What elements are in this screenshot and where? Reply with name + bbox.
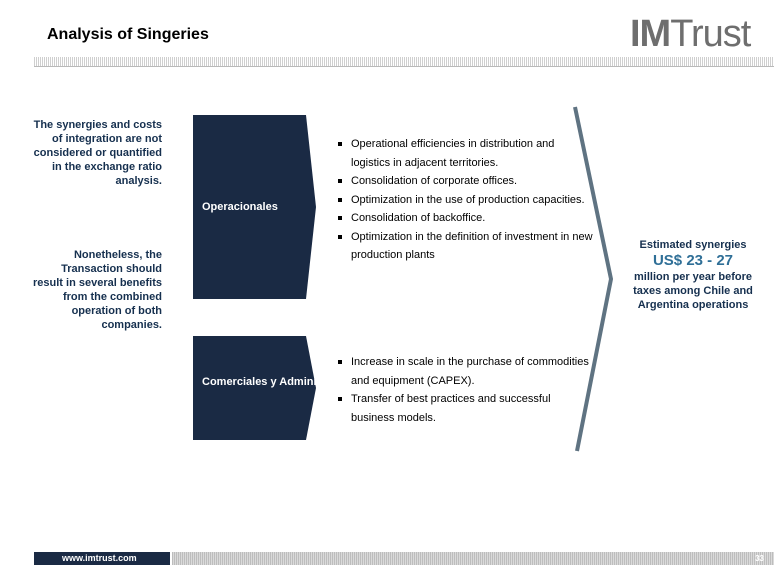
comerciales-bullet-list	[336, 353, 596, 427]
page-title: Analysis of Singeries	[47, 26, 209, 43]
list-item: Transfer of best practices and successful business models.	[336, 390, 596, 427]
footer	[34, 552, 774, 565]
footer-url: www.imtrust.com	[34, 552, 170, 565]
list-item: Increase in scale in the purchase of commodities and equipment (CAPEX).	[336, 353, 596, 390]
list-item: Optimization in the definition of investment in new production plants	[336, 228, 596, 265]
estimated-synergies-callout	[630, 238, 756, 312]
operacionales-label: Operacionales	[202, 201, 278, 213]
footer-bar	[172, 552, 774, 565]
title-divider-edge	[34, 66, 774, 67]
list-item: Operational efficiencies in distribution and logistics in adjacent territories.	[336, 135, 596, 172]
synergies-description: million per year before taxes among Chile and Argentina operations	[633, 271, 753, 311]
imtrust-logo	[630, 14, 760, 50]
chevron-bracket-icon	[565, 103, 625, 455]
page-number: 33	[755, 554, 764, 563]
list-item: Optimization in the use of production capacities.	[336, 191, 596, 210]
svg-text:IMTrust: IMTrust	[630, 14, 751, 50]
synergies-amount: US$ 23 - 27	[652, 252, 734, 269]
synergies-intro: Estimated synergies	[639, 239, 747, 251]
list-item: Consolidation of backoffice.	[336, 209, 596, 228]
integration-cost-note: The synergies and costs of integration are not considered or quantified in the exchange ratio analysis.	[33, 119, 162, 187]
comerciales-label: Comerciales y Administrativas	[202, 376, 362, 388]
operacionales-bullet-list	[336, 135, 596, 265]
title-divider	[34, 57, 774, 66]
list-item: Consolidation of corporate offices.	[336, 172, 596, 191]
transaction-benefits-note: Nonetheless, the Transaction should result in several benefits from the combined operation of both companies.	[33, 249, 162, 331]
